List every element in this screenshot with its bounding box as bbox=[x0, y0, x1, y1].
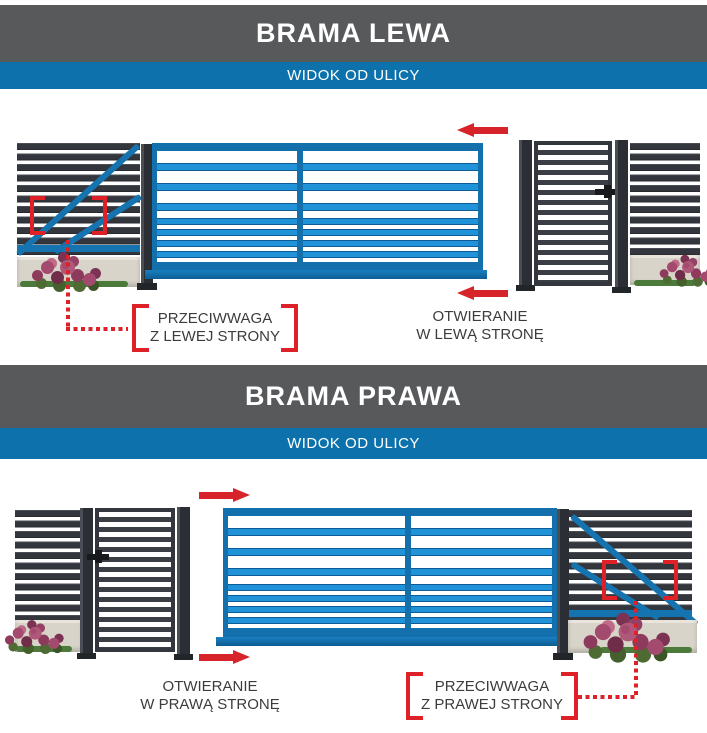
arrow-right-icon bbox=[199, 488, 250, 503]
flower-bush bbox=[31, 629, 37, 635]
wicket-post bbox=[615, 140, 628, 289]
grass bbox=[600, 647, 692, 653]
post-foot bbox=[516, 285, 535, 291]
gate-track-beam bbox=[145, 270, 487, 279]
dotted-leader-line bbox=[634, 601, 638, 696]
section-title-bar bbox=[0, 365, 707, 428]
wicket-gate bbox=[534, 141, 612, 286]
gate-track-beam bbox=[216, 637, 563, 646]
arrow-tail bbox=[199, 654, 234, 661]
post-foot bbox=[612, 287, 631, 293]
view-subtitle: WIDOK OD ULICY bbox=[287, 435, 420, 452]
fence-panel-right bbox=[630, 143, 700, 255]
opening-label-line2: W LEWĄ STRONĘ bbox=[416, 326, 544, 343]
dotted-leader-line bbox=[66, 327, 128, 331]
flower-bush bbox=[684, 263, 690, 269]
counterweight-label-line1: PRZECIWWAGA bbox=[434, 678, 550, 695]
grass bbox=[16, 646, 72, 652]
bracket-left-icon bbox=[602, 560, 617, 600]
view-subtitle: WIDOK OD ULICY bbox=[287, 67, 420, 84]
bracket-left-icon bbox=[132, 304, 149, 352]
arrow-head bbox=[233, 650, 250, 664]
gate-slats-upper bbox=[157, 151, 478, 218]
gate-slats-lower bbox=[157, 218, 478, 262]
wicket-handle-knob bbox=[95, 550, 102, 563]
view-subtitle-bar bbox=[0, 62, 707, 89]
wicket-post bbox=[519, 140, 532, 287]
arrow-head bbox=[233, 488, 250, 502]
arrow-head bbox=[457, 123, 474, 137]
gate-slats-upper bbox=[228, 516, 552, 584]
post-foot bbox=[77, 653, 96, 659]
wicket-gate bbox=[95, 508, 175, 652]
opening-label-line1: OTWIERANIE bbox=[432, 308, 528, 325]
bracket-left-icon bbox=[30, 196, 45, 235]
section-title: BRAMA PRAWA bbox=[245, 381, 462, 411]
opening-direction-label bbox=[130, 678, 290, 714]
bracket-right-icon bbox=[92, 196, 107, 235]
wicket-handle-knob bbox=[604, 185, 611, 198]
gate-bottom-rail bbox=[228, 628, 552, 633]
gate-slats-lower bbox=[228, 584, 552, 628]
section-title: BRAMA LEWA bbox=[256, 18, 451, 48]
gate-divider bbox=[297, 151, 303, 267]
arrow-tail bbox=[473, 127, 508, 134]
opening-direction-label bbox=[400, 308, 560, 344]
arrow-right-icon bbox=[199, 650, 250, 665]
gate-bottom-rail bbox=[157, 262, 478, 267]
grass bbox=[20, 281, 128, 287]
post-foot bbox=[553, 653, 573, 660]
arrow-head bbox=[457, 286, 474, 300]
counterweight-bottom-rail bbox=[569, 610, 692, 617]
wicket-post bbox=[177, 507, 190, 656]
bracket-left-icon bbox=[406, 672, 423, 720]
arrow-tail bbox=[199, 492, 234, 499]
sliding-gate bbox=[152, 143, 483, 272]
counterweight-bottom-rail bbox=[17, 245, 140, 252]
grass bbox=[634, 280, 696, 286]
flower-bush bbox=[621, 625, 630, 634]
bracket-right-icon bbox=[281, 304, 298, 352]
fence-panel-left bbox=[15, 510, 82, 620]
section-title-bar bbox=[0, 5, 707, 62]
post-foot bbox=[174, 654, 193, 660]
sliding-gate bbox=[223, 508, 557, 638]
arrow-tail bbox=[473, 290, 508, 297]
post-foot bbox=[137, 283, 157, 290]
opening-label-line2: W PRAWĄ STRONĘ bbox=[140, 696, 280, 713]
gate-divider bbox=[405, 516, 411, 633]
counterweight-label bbox=[406, 672, 578, 720]
counterweight-label-line1: PRZECIWWAGA bbox=[157, 310, 273, 327]
counterweight-label-line2: Z PRAWEJ STRONY bbox=[421, 696, 563, 713]
counterweight-marker-bracket bbox=[30, 196, 107, 235]
arrow-left-icon bbox=[457, 123, 508, 138]
counterweight-label-line2: Z LEWEJ STRONY bbox=[149, 328, 280, 345]
bracket-right-icon bbox=[663, 560, 678, 600]
view-subtitle-bar bbox=[0, 428, 707, 459]
wicket-post bbox=[80, 508, 93, 655]
counterweight-marker-bracket bbox=[602, 560, 678, 600]
dotted-leader-line bbox=[66, 240, 70, 328]
dotted-leader-line bbox=[578, 695, 636, 699]
opening-label-line1: OTWIERANIE bbox=[162, 678, 258, 695]
counterweight-label bbox=[132, 304, 298, 352]
arrow-left-icon bbox=[457, 286, 508, 301]
bracket-right-icon bbox=[561, 672, 578, 720]
